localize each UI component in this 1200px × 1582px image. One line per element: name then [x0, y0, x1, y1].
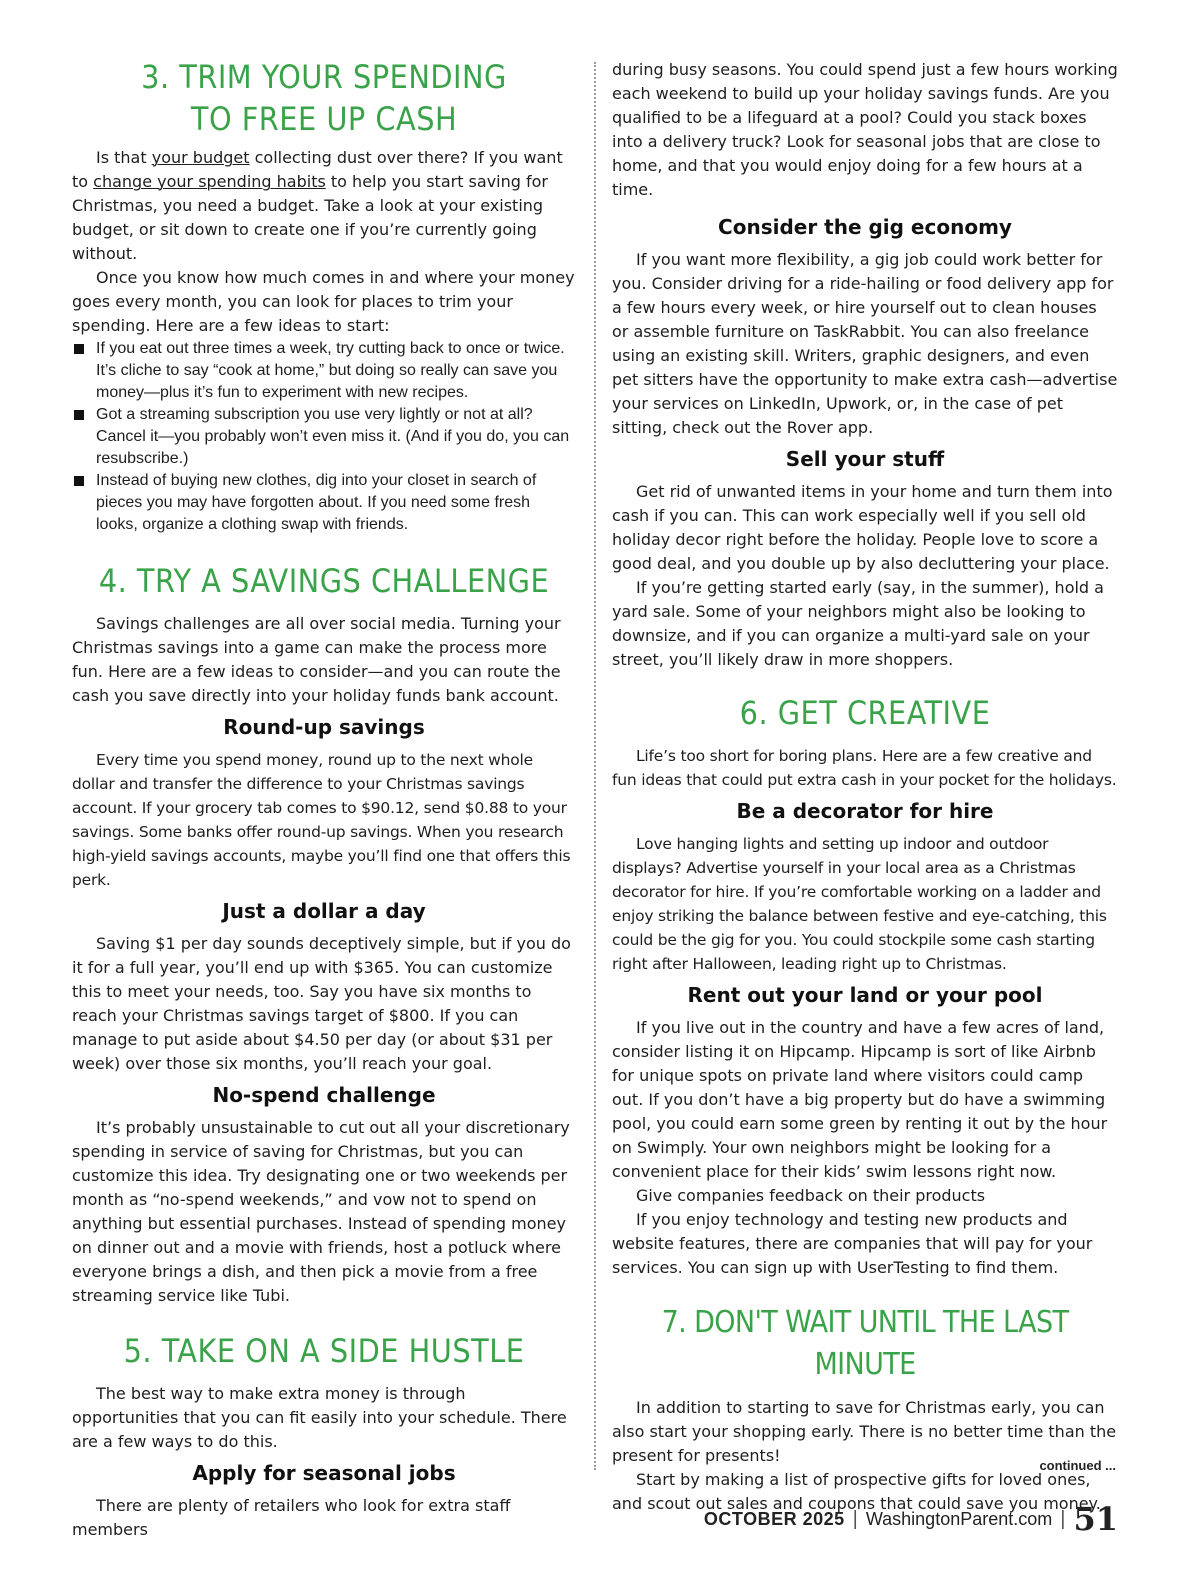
your-budget-link[interactable]: your budget: [151, 148, 250, 167]
section-5-intro: The best way to make extra money is through opportunities that you can fit easily into your schedule. There are a few ways to do this.: [72, 1384, 567, 1451]
seasonal-jobs-subheading: Apply for seasonal jobs: [192, 1461, 456, 1485]
list-item: Instead of buying new clothes, dig into your closet in search of pieces you may have forgotten about. If you need some fresh looks, organize a clothing swap with friends.: [72, 470, 576, 536]
sell-your-stuff-subheading: Sell your stuff: [785, 447, 945, 471]
column-divider: [594, 62, 596, 1470]
right-column: [612, 58, 1118, 1516]
seasonal-jobs-text-start: There are plenty of retailers who look for extra staff members: [72, 1496, 511, 1539]
section-6-intro: Life’s too short for boring plans. Here are a few creative and fun ideas that could put extra cash in your pocket for the holidays.: [612, 747, 1117, 789]
section-3-heading: [72, 56, 576, 140]
no-spend-text: It’s probably unsustainable to cut out all your discretionary spending in service of saving for Christmas, but you can customize this idea. Try designating one or two weekends per month as “no-spend weekends,” and vow not to spend on anything but essential purchases. Instead of spending money on dinner out and a movie with friends, host a potluck where everyone brings a dish, and then pick a movie from a free streaming service like Tubi.: [72, 1118, 570, 1305]
continued-note: continued ...: [1039, 1458, 1116, 1473]
page-number: 51: [1073, 1500, 1118, 1538]
rent-land-text: If you live out in the country and have a few acres of land, consider listing it on Hipcamp. Hipcamp is sort of like Airbnb for unique spots on private land where visitors could camp out. If you don’t have a big property but do have a swimming pool, you could earn some green by renting it out by the hour on Swimply. Your own neighbors might be looking for a convenient place for their kids’ swim lessons right now.: [612, 1018, 1108, 1181]
round-up-savings-subheading: Round-up savings: [223, 715, 425, 739]
bullet-square-icon: [74, 476, 84, 486]
website-link[interactable]: WashingtonParent.com: [865, 1508, 1053, 1529]
round-up-savings-text: Every time you spend money, round up to the next whole dollar and transfer the difference to your Christmas savings account. If your grocery tab comes to $90.12, send $0.88 to your savings. Some banks offer round-up savings. When you research high-yield savings accounts, maybe you’ll find one that offers this perk.: [72, 751, 571, 889]
spending-ideas-list: [72, 338, 576, 536]
dollar-a-day-text: Saving $1 per day sounds deceptively simple, but if you do it for a full year, you’ll end up with $365. You can customize this to meet your needs, too. Say you have six months to reach your Christmas savings target of $800. If you can manage to put aside about $4.50 per day (or about $31 per week) over those six months, you’ll reach your goal.: [72, 934, 571, 1073]
footer-separator: |: [852, 1507, 858, 1530]
section-7-paragraph-1: In addition to starting to save for Christmas early, you can also start your shopping early. There is no better time than the present for presents!: [612, 1398, 1117, 1465]
sell-your-stuff-text-2: If you’re getting started early (say, in the summer), hold a yard sale. Some of your neighbors might also be looking to downsize, and if you can organize a multi-yard sale on your street, you’ll likely draw in more shoppers.: [612, 578, 1104, 669]
list-item: If you eat out three times a week, try cutting back to once or twice. It’s cliche to say “cook at home,” but doing so really can save you money—plus it’s fun to experiment with new recipes.: [72, 338, 576, 404]
bullet-square-icon: [74, 410, 84, 420]
seasonal-jobs-text-cont: during busy seasons. You could spend just a few hours working each weekend to build up your holiday savings funds. Are you qualified to be a lifeguard at a pool? Could you stack boxes into a delivery truck? Look for seasonal jobs that are close to home, and that you would enjoy doing for a few hours at a time.: [612, 60, 1118, 199]
section-3-paragraph-2: Once you know how much comes in and where your money goes every month, you can look for places to trim your spending. Here are a few ideas to start:: [72, 268, 575, 335]
section-3-heading-line2: TO FREE UP CASH: [190, 100, 458, 138]
section-3-heading-line1: 3. TRIM YOUR SPENDING: [141, 58, 507, 96]
gig-economy-subheading: Consider the gig economy: [718, 215, 1012, 239]
decorator-text: Love hanging lights and setting up indoor and outdoor displays? Advertise yourself in your local area as a Christmas decorator for hire. If you’re comfortable working on a ladder and enjoy striking the balance between festive and eye-catching, this could be the gig for you. You could stockpile some cash starting right after Halloween, leading right up to Christmas.: [612, 835, 1107, 973]
section-6-heading: 6. GET CREATIVE: [739, 694, 991, 732]
list-item: Got a streaming subscription you use very lightly or not at all? Cancel it—you probably won’t even miss it. (And if you do, you can resubscribe.): [72, 404, 576, 470]
feedback-title: Give companies feedback on their products: [636, 1186, 986, 1205]
bullet-square-icon: [74, 344, 84, 354]
dollar-a-day-subheading: Just a dollar a day: [222, 899, 426, 923]
gig-economy-text: If you want more flexibility, a gig job could work better for you. Consider driving for a ride-hailing or food delivery app for a few hours every week, or hire yourself out to clean houses or assemble furniture on TaskRabbit. You can also freelance using an existing skill. Writers, graphic designers, and even pet sitters have the opportunity to make extra cash—advertise your services on LinkedIn, Upwork, or, in the case of pet sitting, check out the Rover app.: [612, 250, 1118, 437]
section-4-intro: Savings challenges are all over social media. Turning your Christmas savings into a game can make the process more fun. Here are a few ideas to consider—and you can route the cash you save directly into your holiday funds bank account.: [72, 614, 561, 705]
section-5-heading: 5. TAKE ON A SIDE HUSTLE: [123, 1332, 525, 1370]
section-7-paragraph-2: Start by making a list of prospective gifts for loved ones, and scout out sales and coupons that could save you money.: [612, 1470, 1101, 1513]
page-footer: [704, 1500, 1118, 1538]
section-4-heading: 4. TRY A SAVINGS CHALLENGE: [98, 562, 550, 600]
rent-land-subheading: Rent out your land or your pool: [687, 983, 1043, 1007]
no-spend-subheading: No-spend challenge: [212, 1083, 436, 1107]
feedback-text: If you enjoy technology and testing new products and website features, there are companies that will pay for your services. You can sign up with UserTesting to find them.: [612, 1210, 1093, 1277]
issue-date: OCTOBER 2025: [703, 1508, 845, 1529]
left-column: [72, 56, 576, 1542]
sell-your-stuff-text-1: Get rid of unwanted items in your home and turn them into cash if you can. This can work especially well if you sell old holiday decor right before the holiday. People love to score a good deal, and you double up by also decluttering your place.: [612, 482, 1113, 573]
decorator-subheading: Be a decorator for hire: [736, 799, 994, 823]
spending-habits-link[interactable]: change your spending habits: [93, 172, 326, 191]
section-7-heading: 7. DON'T WAIT UNTIL THE LAST MINUTE: [661, 1305, 1069, 1382]
footer-separator-2: |: [1060, 1507, 1066, 1530]
section-3-paragraph-1: Is that your budget collecting dust over there? If you want to change your spending habits to help you start saving for Christmas, you need a budget. Take a look at your existing budget, or sit down to create one if you’re currently going without.: [72, 148, 563, 263]
